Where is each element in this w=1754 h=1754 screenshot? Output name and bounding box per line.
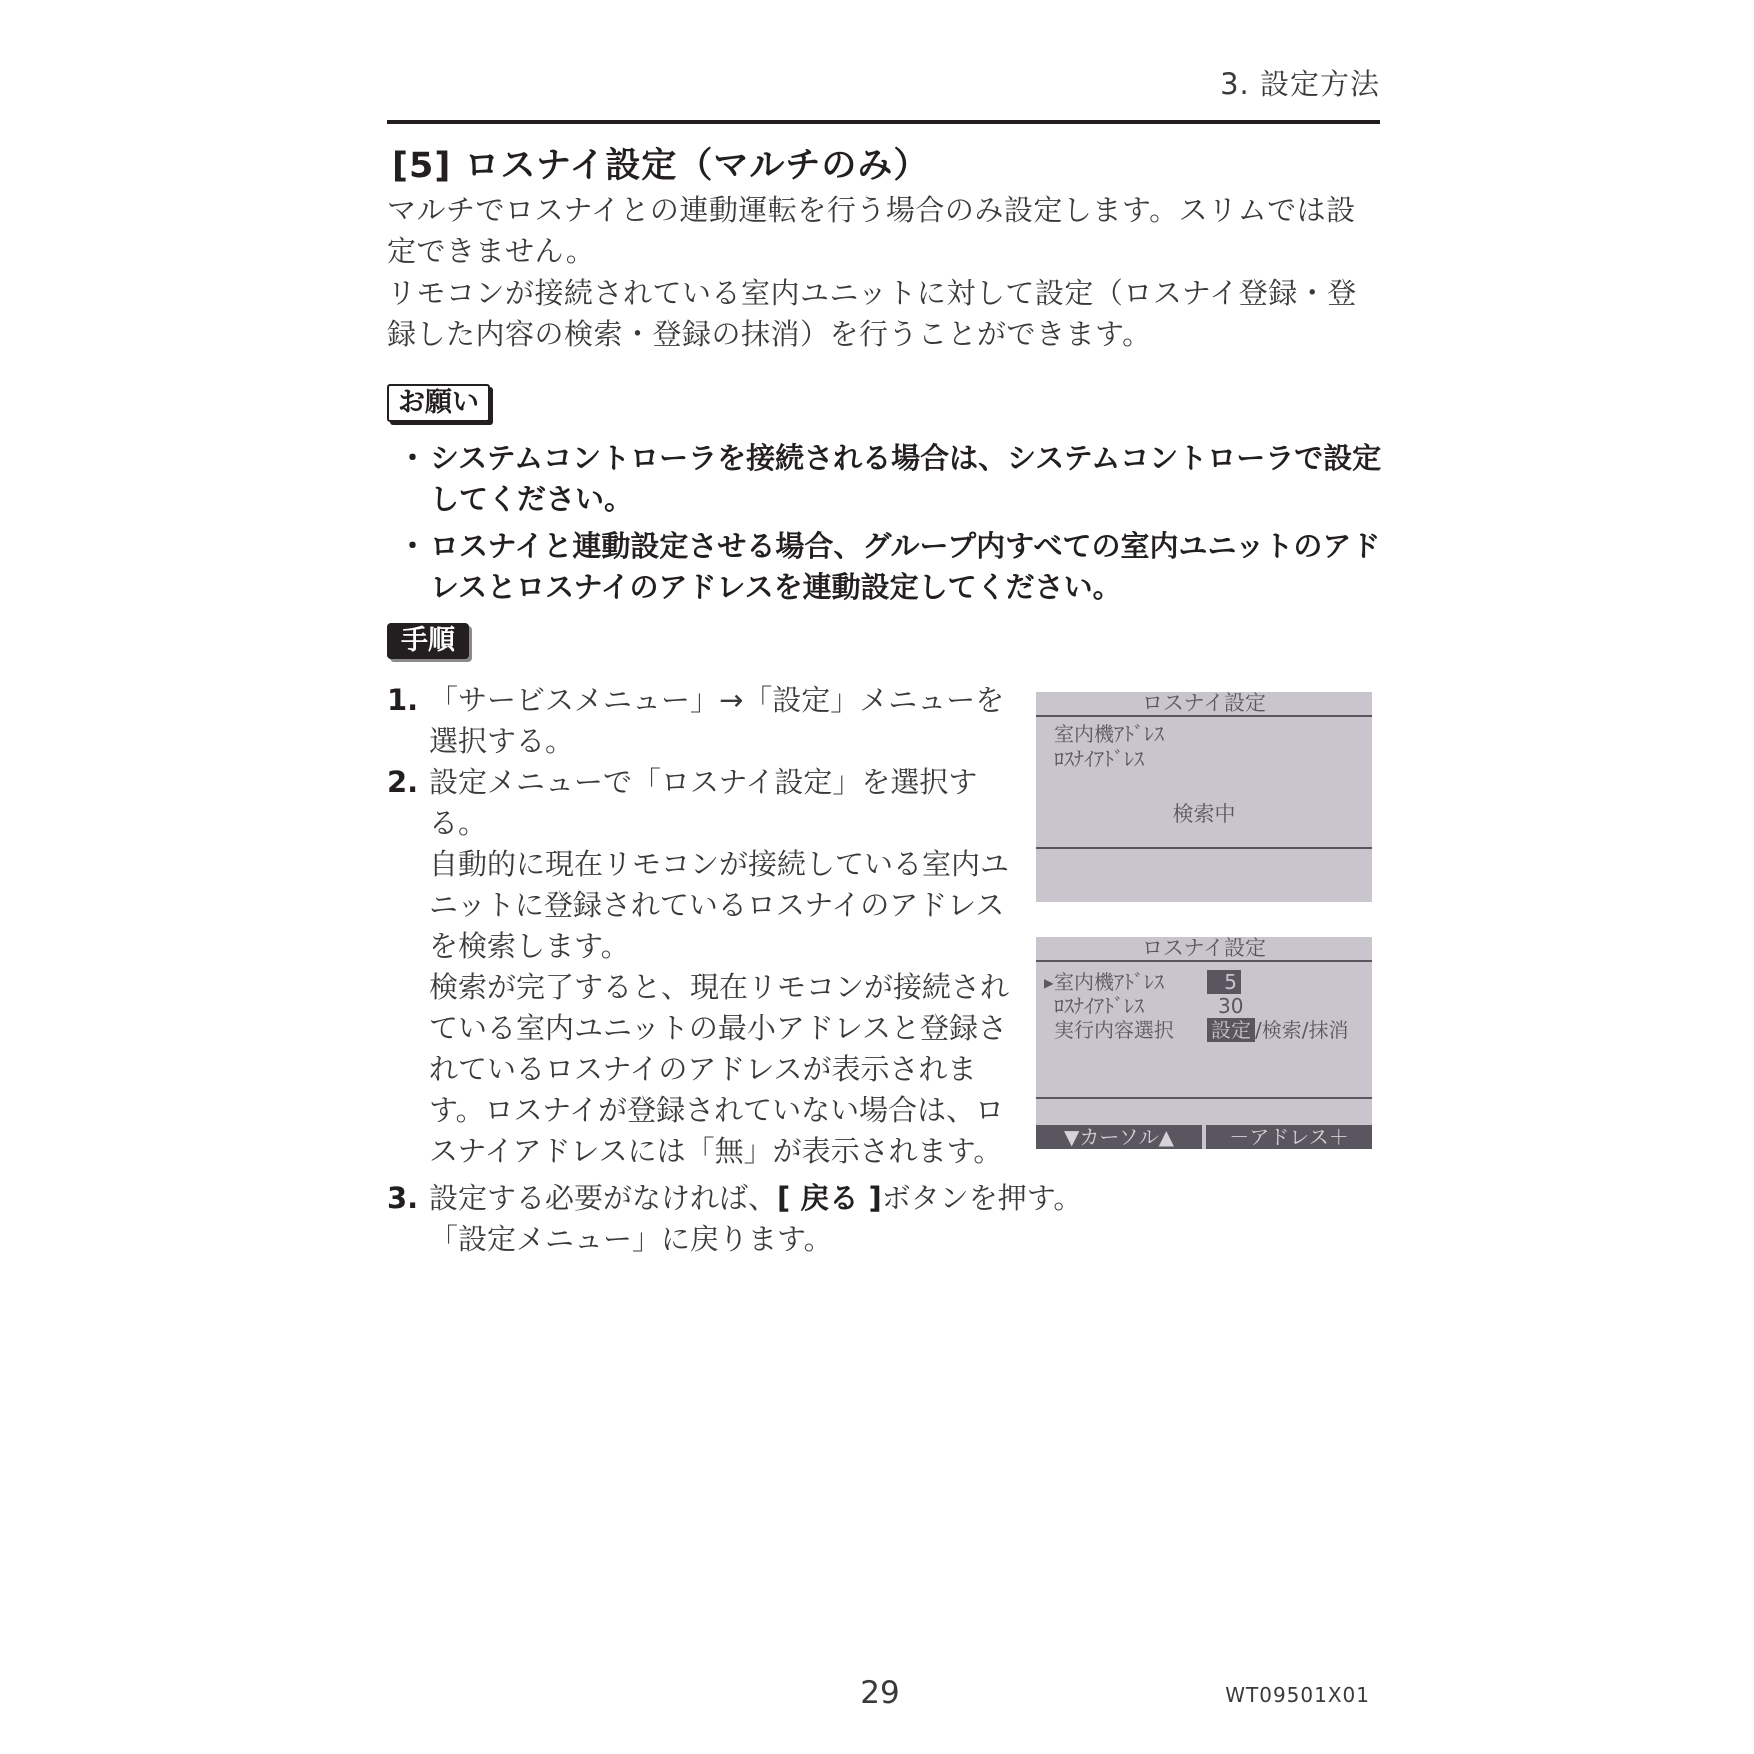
step-number: 2. — [387, 765, 419, 799]
bullet-icon: ・ — [398, 441, 428, 475]
remote-screen-searching — [1036, 692, 1372, 902]
page-number: 29 — [860, 1675, 900, 1711]
procedure-steps — [387, 680, 1027, 1172]
back-button-label: [ 戻る ] — [777, 1181, 882, 1215]
action-select-label: 実行内容選択 — [1054, 1018, 1174, 1042]
indoor-address-label: 室内機ｱﾄﾞﾚｽ — [1054, 722, 1164, 746]
step-1 — [387, 680, 1027, 762]
screen-title: ロスナイ設定 — [1036, 692, 1372, 717]
indoor-address-value: 5 — [1207, 970, 1241, 994]
intro-paragraph-1: マルチでロスナイとの連動運転を行う場合のみ設定します。スリムでは設定できません。 — [387, 193, 1356, 268]
cursor-icon: ▶ — [1044, 973, 1054, 992]
notice-item-text: ロスナイと連動設定させる場合、グループ内すべての室内ユニットのアドレスとロスナイのアドレスを連動設定してください。 — [430, 529, 1381, 604]
screen-divider — [1036, 847, 1372, 849]
notice-label: お願い — [387, 384, 490, 422]
procedure-label: 手順 — [387, 623, 469, 659]
step-number: 3. — [387, 1181, 419, 1215]
cursor-button[interactable]: ▼カーソル▲ — [1036, 1125, 1202, 1149]
step-detail-2: 検索が完了すると、現在リモコンが接続されている室内ユニットの最小アドレスと登録されているロスナイのアドレスが表示されます。ロスナイが登録されていない場合は、ロスナイアドレスには「無」が表示されます。 — [429, 970, 1010, 1168]
notice-list — [392, 438, 1382, 614]
step-2 — [387, 762, 1027, 1172]
chapter-heading: 3. 設定方法 — [1220, 67, 1380, 101]
lossnay-address-value: 30 — [1218, 994, 1244, 1018]
step-text-after: ボタンを押す。 — [881, 1181, 1083, 1215]
notice-item — [392, 526, 1382, 608]
lossnay-address-label: ﾛｽﾅｲｱﾄﾞﾚｽ — [1054, 747, 1144, 771]
step-text: 設定メニューで「ロスナイ設定」を選択する。 — [429, 765, 978, 840]
bullet-icon: ・ — [398, 529, 428, 563]
function-button-bar — [1036, 1125, 1372, 1149]
section-title: [5] ロスナイ設定（マルチのみ） — [392, 146, 930, 186]
indoor-address-label: 室内機ｱﾄﾞﾚｽ — [1054, 970, 1164, 994]
screen-divider — [1036, 1097, 1372, 1099]
step-3 — [387, 1178, 1382, 1260]
step-text-before: 設定する必要がなければ、 — [429, 1181, 778, 1215]
notice-item — [392, 438, 1382, 520]
step-detail-1: 自動的に現在リモコンが接続している室内ユニットに登録されているロスナイのアドレスを検索します。 — [429, 847, 1010, 963]
lossnay-address-label: ﾛｽﾅｲｱﾄﾞﾚｽ — [1054, 994, 1144, 1018]
screen-title: ロスナイ設定 — [1036, 937, 1372, 962]
intro-paragraph-2: リモコンが接続されている室内ユニットに対して設定（ロスナイ登録・登録した内容の検索・登録の抹消）を行うことができます。 — [387, 276, 1357, 351]
action-selected-option: 設定 — [1207, 1018, 1255, 1042]
header-rule — [387, 120, 1380, 124]
remote-screen-result — [1036, 937, 1372, 1149]
step-text — [429, 1178, 1382, 1219]
document-code: WT09501X01 — [1225, 1683, 1370, 1707]
step-detail: 「設定メニュー」に戻ります。 — [429, 1222, 833, 1256]
address-button[interactable]: －アドレス＋ — [1206, 1125, 1372, 1149]
notice-item-text: システムコントローラを接続される場合は、システムコントローラで設定してください。 — [430, 441, 1382, 516]
step-text: 「サービスメニュー」→「設定」メニューを選択する。 — [429, 683, 1005, 758]
action-options: /検索/抹消 — [1255, 1018, 1349, 1042]
step-number: 1. — [387, 683, 419, 717]
search-status: 検索中 — [1172, 802, 1236, 826]
